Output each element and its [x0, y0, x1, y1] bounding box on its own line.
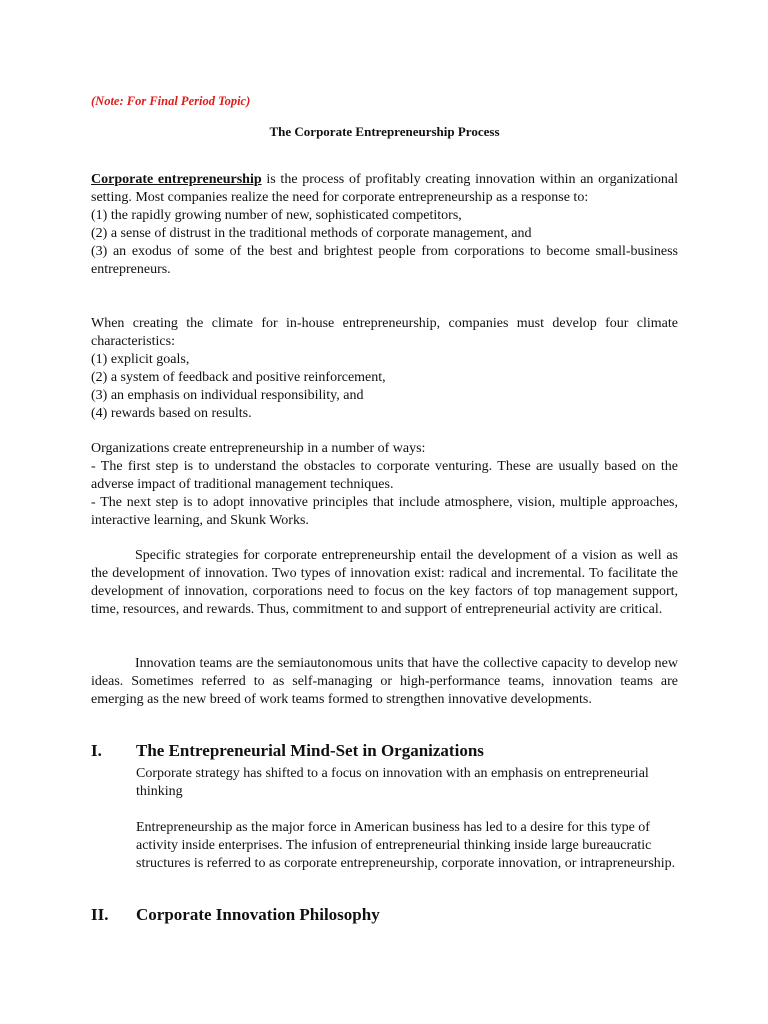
paragraph-innovation-teams: Innovation teams are the semiautonomous units that have the collective capacity to develop new ideas. Sometimes referred to as self-managing or high-performance teams, innovation teams are emerging as the new breed of work teams formed to strengthen innovative developments. — [91, 656, 678, 707]
list-item: - The next step is to adopt innovative principles that include atmosphere, vision, multiple approaches, interactive learning, and Skunk Works. — [91, 495, 678, 528]
section-1-paragraph-1: Corporate strategy has shifted to a focus on innovation with an emphasis on entrepreneurial thinking — [136, 766, 649, 799]
list-item: (1) explicit goals, — [91, 352, 190, 367]
list-item: (4) rewards based on results. — [91, 406, 252, 421]
section-title: The Entrepreneurial Mind-Set in Organizations — [136, 741, 484, 760]
section-number: II. — [91, 905, 109, 924]
paragraph-intro: When creating the climate for in-house entrepreneurship, companies must develop four climate characteristics: — [91, 316, 678, 349]
section-title: Corporate Innovation Philosophy — [136, 905, 380, 924]
paragraph-strategies: Specific strategies for corporate entrepreneurship entail the development of a vision as well as the development of innovation. Two types of innovation exist: radical and incremental. To facilitate the development of innovation, corporations need to focus on the key factors of top management support, time, resources, and rewards. Thus, commitment to and support of entrepreneurial activity are critical. — [91, 548, 678, 617]
section-1-paragraph-2: Entrepreneurship as the major force in American business has led to a desire for this type of activity inside enterprises. The infusion of entrepreneurial thinking inside large bureaucratic structures is referred to as corporate entrepreneurship, corporate innovation, or intrapreneurship. — [136, 820, 676, 871]
list-item: (2) a system of feedback and positive reinforcement, — [91, 370, 386, 385]
note-label: (Note: For Final Period Topic) — [91, 94, 251, 108]
document-title: The Corporate Entrepreneurship Process — [269, 124, 500, 139]
paragraph-definition — [91, 171, 678, 279]
list-item: (3) an emphasis on individual responsibility, and — [91, 388, 364, 403]
list-item: - The first step is to understand the obstacles to corporate venturing. These are usually based on the adverse impact of traditional management techniques. — [91, 459, 678, 492]
paragraph-climate — [91, 315, 678, 423]
list-item: (2) a sense of distrust in the traditional methods of corporate management, and — [91, 226, 532, 241]
section-number: I. — [91, 741, 102, 760]
list-item: (1) the rapidly growing number of new, sophisticated competitors, — [91, 208, 462, 223]
section-heading-2 — [91, 906, 380, 924]
paragraph-intro: Organizations create entrepreneurship in a number of ways: — [91, 441, 426, 456]
definition-text: is the process of profitably creating innovation within an organizational setting. Most companies realize the need for corporate entrepreneurship as a response to: — [91, 172, 678, 205]
list-item: (3) an exodus of some of the best and brightest people from corporations to become small-business entrepreneurs. — [91, 244, 678, 277]
section-heading-1 — [91, 742, 484, 760]
term-corporate-entrepreneurship: Corporate entrepreneurship — [91, 172, 262, 187]
paragraph-ways — [91, 440, 678, 530]
